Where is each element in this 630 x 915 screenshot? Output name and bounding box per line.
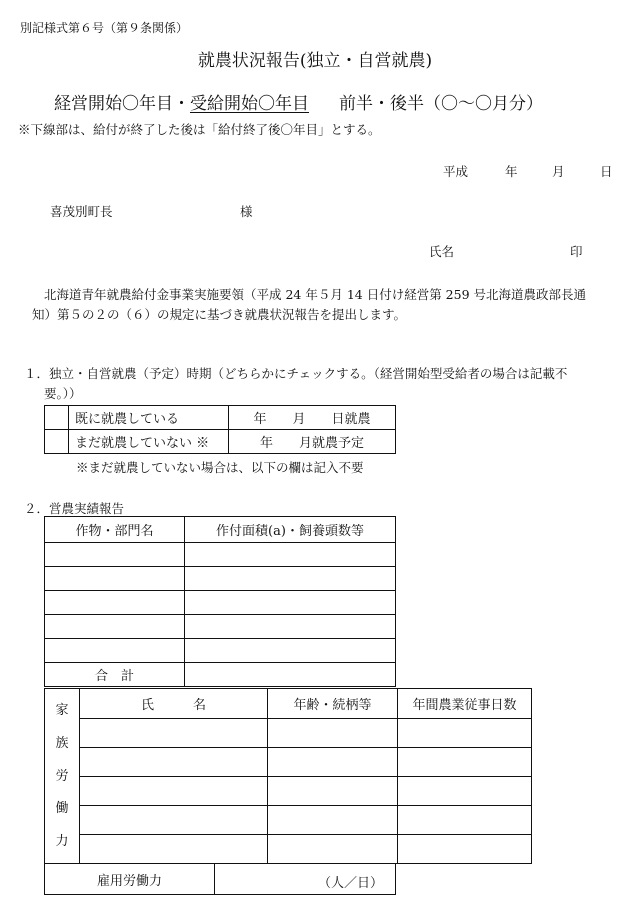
table-row [45, 591, 396, 615]
farming-start-date-field[interactable]: 年 月 日就農 [229, 406, 396, 430]
body-text-line2: 知）第５の２の（６）の規定に基づき就農状況報告を提出します。 [32, 307, 407, 322]
crop-header: 作物・部門名 [45, 517, 185, 543]
planned-farming-date-field[interactable]: 年 月就農予定 [229, 430, 396, 454]
crop-name-cell[interactable] [45, 591, 185, 615]
table-row [45, 430, 396, 454]
family-labor-label: 家 族 労 働 力 [45, 689, 80, 864]
family-name-cell[interactable] [80, 748, 268, 777]
family-age-cell[interactable] [268, 777, 398, 806]
table-row [45, 777, 532, 806]
table-row [45, 806, 532, 835]
report-period [54, 89, 543, 114]
page-title: 就農状況報告(独立・自営就農) [197, 51, 433, 71]
already-farming-checkbox[interactable] [45, 406, 69, 430]
underline-note: ※下線部は、給付が終了した後は「給付終了後〇年目」とする。 [18, 122, 381, 137]
crop-name-cell[interactable] [45, 615, 185, 639]
family-name-header: 氏 名 [80, 689, 268, 719]
half-period: 前半・後半（〇～〇月分） [339, 94, 543, 114]
hired-labor-field[interactable]: （人／日） [215, 864, 396, 895]
family-days-cell[interactable] [398, 835, 532, 864]
family-name-cell[interactable] [80, 806, 268, 835]
hired-labor-label: 雇用労働力 [45, 864, 215, 895]
section2-heading: ２．営農実績報告 [24, 501, 125, 516]
applicant-name-label: 氏名 [429, 244, 455, 259]
section1-heading-cont: 要。）） [44, 386, 82, 401]
area-cell[interactable] [185, 639, 396, 663]
area-cell[interactable] [185, 567, 396, 591]
addressee: 喜茂別町長 [50, 204, 113, 219]
date-month: 月 [552, 164, 565, 179]
date-day: 日 [600, 164, 613, 179]
table-row [45, 689, 532, 719]
hired-labor-table [44, 863, 396, 895]
family-days-cell[interactable] [398, 777, 532, 806]
employment-timing-table [44, 405, 396, 454]
family-age-cell[interactable] [268, 835, 398, 864]
table-row [45, 663, 396, 687]
table-row [45, 639, 396, 663]
body-text-line1: 北海道青年就農給付金事業実施要領（平成 24 年５月 14 日付け経営第 259 号北海道農政部長通 [44, 287, 587, 302]
area-cell[interactable] [185, 591, 396, 615]
table-row [45, 835, 532, 864]
addressee-honorific: 様 [240, 204, 253, 219]
table-row [45, 567, 396, 591]
family-age-cell[interactable] [268, 806, 398, 835]
table-row [45, 543, 396, 567]
crop-name-cell[interactable] [45, 543, 185, 567]
area-cell[interactable] [185, 615, 396, 639]
crop-table [44, 516, 396, 687]
table-row [45, 748, 532, 777]
seal-mark: 印 [570, 244, 583, 259]
area-header: 作付面積(a)・飼養頭数等 [185, 517, 396, 543]
form-id: 別記様式第６号（第９条関係） [20, 21, 189, 35]
family-labor-table [44, 688, 532, 864]
section1-note: ※まだ就農していない場合は、以下の欄は記入不要 [76, 460, 364, 475]
crop-name-cell[interactable] [45, 639, 185, 663]
family-days-cell[interactable] [398, 748, 532, 777]
family-name-cell[interactable] [80, 719, 268, 748]
family-age-header: 年齢・続柄等 [268, 689, 398, 719]
table-row [45, 719, 532, 748]
date-era: 平成 [443, 164, 469, 179]
section1-heading: １．独立・自営就農（予定）時期（どちらかにチェックする。（経営開始型受給者の場合は記載不 [24, 366, 568, 381]
total-area-cell[interactable] [185, 663, 396, 687]
total-label: 合 計 [45, 663, 185, 687]
not-yet-farming-checkbox[interactable] [45, 430, 69, 454]
already-farming-label: 既に就農している [69, 406, 229, 430]
table-row [45, 517, 396, 543]
family-name-cell[interactable] [80, 777, 268, 806]
receipt-year-underlined: 受給開始〇年目 [190, 94, 309, 114]
crop-name-cell[interactable] [45, 567, 185, 591]
family-days-header: 年間農業従事日数 [398, 689, 532, 719]
not-yet-farming-label: まだ就農していない ※ [69, 430, 229, 454]
family-name-cell[interactable] [80, 835, 268, 864]
table-row [45, 864, 396, 895]
family-days-cell[interactable] [398, 806, 532, 835]
area-cell[interactable] [185, 543, 396, 567]
table-row [45, 615, 396, 639]
date-year: 年 [505, 164, 518, 179]
management-year: 経営開始〇年目・ [54, 94, 190, 114]
family-age-cell[interactable] [268, 719, 398, 748]
family-age-cell[interactable] [268, 748, 398, 777]
table-row [45, 406, 396, 430]
family-days-cell[interactable] [398, 719, 532, 748]
